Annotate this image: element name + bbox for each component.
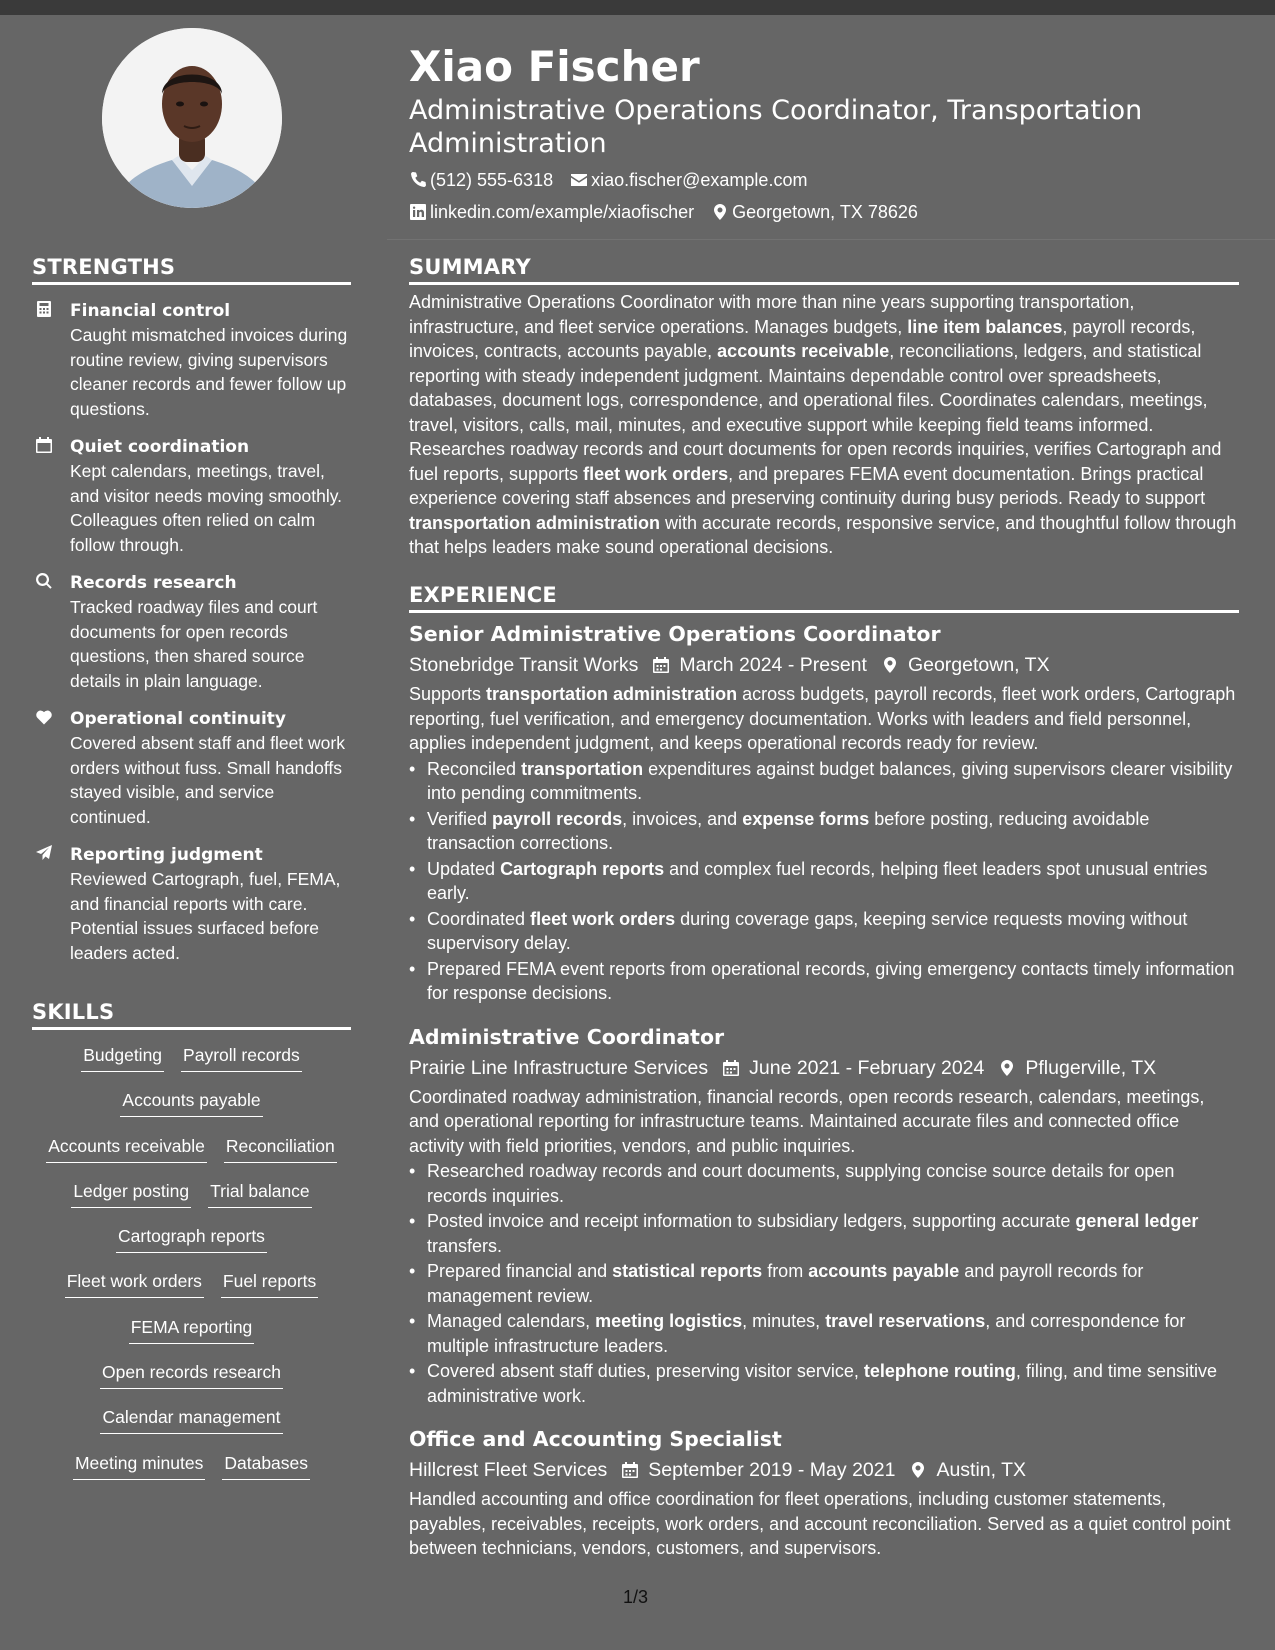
summary-section <box>409 255 1239 560</box>
page-indicator: 1/3 <box>623 1587 649 1607</box>
strength-item <box>32 843 351 965</box>
job-bullets <box>409 757 1239 1006</box>
candidate-title: Administrative Operations Coordinator, Transportation Administration <box>409 95 1143 159</box>
skill-tag: Accounts receivable <box>46 1134 207 1163</box>
phone-number: (512) 555-6318 <box>430 170 554 190</box>
strength-item <box>32 571 351 693</box>
skill-row <box>32 1269 351 1314</box>
viewer-top-bar <box>0 0 1275 15</box>
job-meta <box>409 651 1239 679</box>
job-meta <box>409 1456 1239 1484</box>
job-entry <box>409 620 1239 1006</box>
skill-tag: Meeting minutes <box>73 1451 205 1480</box>
strengths-heading: STRENGTHS <box>32 255 351 285</box>
job-company: Stonebridge Transit Works <box>409 654 639 676</box>
job-company: Hillcrest Fleet Services <box>409 1459 608 1481</box>
contact-email[interactable] <box>570 169 807 191</box>
job-bullets <box>409 1159 1239 1408</box>
job-bullet: • Covered absent staff duties, preserving visitor service, telephone routing, filing, and time sensitive administrative work. <box>409 1359 1239 1408</box>
job-description: Supports transportation administration across budgets, payroll records, fleet work orders, Cartograph reporting, fuel verification, and emergency documentation. Works with leaders and field personnel, applies independent judgment, and keeps operational records ready for review. <box>409 684 1236 753</box>
contact-linkedin[interactable] <box>409 201 694 223</box>
strength-description: Reviewed Cartograph, fuel, FEMA, and financial reports with care. Potential issues surfaced before leaders acted. <box>70 869 341 963</box>
linkedin-link[interactable]: linkedin.com/example/xiaofischer <box>430 202 695 222</box>
strength-title: Financial control <box>70 301 231 321</box>
paper-plane-icon <box>32 843 70 965</box>
skill-row <box>32 1134 351 1179</box>
job-title: Administrative Coordinator <box>409 1024 725 1049</box>
skill-row <box>32 1405 351 1450</box>
envelope-icon <box>570 171 588 189</box>
job-title: Office and Accounting Specialist <box>409 1427 782 1451</box>
skill-row <box>32 1088 351 1133</box>
skill-row <box>32 1043 351 1088</box>
job-bullet: • Reconciled transportation expenditures against budget balances, giving supervisors clearer visibility into pending commitments. <box>409 757 1239 806</box>
phone-icon <box>409 171 427 189</box>
skill-tag: Reconciliation <box>224 1134 337 1163</box>
summary-text: Administrative Operations Coordinator with more than nine years supporting transportation, infrastructure, and fleet service operations. Manages budgets, line item balances, payroll records, invoices, contracts, accounts payable, accounts receivable, reconciliations, ledgers, and statistical reporting with steady independent judgment. Maintains dependable control over spreadsheets, databases, document logs, correspondence, and operational files. Coordinates calendars, meetings, travel, visitors, calls, mail, minutes, and executive support while keeping field teams informed. Researches roadway records and court documents for open records inquiries, verifies Cartograph and fuel reports, supports fleet work orders, and prepares FEMA event documentation. Brings practical experience covering staff absences and preserving continuity during busy periods. Ready to support transportation administration with accurate records, responsive service, and thoughtful follow through that helps leaders make sound operational decisions. <box>409 292 1237 557</box>
job-bullet: • Researched roadway records and court documents, supplying concise source details for open records inquiries. <box>409 1159 1239 1208</box>
job-location: Georgetown, TX <box>907 654 1050 676</box>
location-text: Georgetown, TX 78626 <box>732 202 918 222</box>
job-location: Pflugerville, TX <box>1025 1056 1157 1079</box>
strength-description: Covered absent staff and fleet work orders without fuss. Small handoffs stayed visible, and service continued. <box>70 733 345 827</box>
contact-phone <box>409 169 553 191</box>
linkedin-icon <box>409 203 427 221</box>
strength-title: Quiet coordination <box>70 437 250 457</box>
experience-heading: EXPERIENCE <box>409 583 1239 613</box>
job-description: Coordinated roadway administration, financial records, open records research, calendars, meetings, and operational reporting for infrastructure teams. Maintained accurate files and connected office activity with field priorities, vendors, and public inquiries. <box>409 1086 1205 1156</box>
skills-heading: SKILLS <box>32 1000 351 1030</box>
skills-section <box>32 1000 351 1496</box>
strength-item <box>32 707 351 829</box>
skill-row <box>32 1360 351 1405</box>
job-company: Prairie Line Infrastructure Services <box>409 1056 709 1079</box>
job-bullet: • Managed calendars, meeting logistics, minutes, travel reservations, and correspondence for multiple infrastructure leaders. <box>409 1309 1239 1358</box>
skill-tag: Ledger posting <box>71 1179 191 1208</box>
summary-heading: SUMMARY <box>409 255 1239 285</box>
contact-row <box>409 169 824 191</box>
calendar-icon <box>652 656 670 674</box>
job-meta <box>409 1054 1239 1082</box>
skill-row <box>32 1451 351 1496</box>
map-pin-icon <box>711 203 729 221</box>
skill-tag: FEMA reporting <box>129 1315 255 1344</box>
job-dates: June 2021 - February 2024 <box>749 1056 985 1079</box>
resume-page <box>0 15 1275 1650</box>
skill-tag: Fleet work orders <box>65 1269 204 1298</box>
strength-description: Tracked roadway files and court documents for open records questions, then shared source details in plain language. <box>70 597 318 691</box>
skill-tag: Fuel reports <box>221 1269 318 1298</box>
job-entry <box>409 1023 1239 1409</box>
candidate-name: Xiao Fischer <box>409 42 700 91</box>
strength-description: Caught mismatched invoices during routine review, giving supervisors cleaner records and fewer follow up questions. <box>70 325 348 419</box>
map-pin-icon <box>909 1461 927 1479</box>
contact-row <box>409 201 935 223</box>
calculator-icon <box>32 299 70 421</box>
email-link[interactable]: xiao.fischer@example.com <box>591 170 808 190</box>
job-bullet: • Updated Cartograph reports and complex fuel records, helping fleet leaders spot unusual entries early. <box>409 857 1239 906</box>
skill-tag: Payroll records <box>181 1043 302 1072</box>
skill-row <box>32 1315 351 1360</box>
job-bullet: • Posted invoice and receipt information to subsidiary ledgers, supporting accurate general ledger transfers. <box>409 1209 1239 1258</box>
strength-title: Operational continuity <box>70 709 287 729</box>
job-title: Senior Administrative Operations Coordinator <box>409 622 941 646</box>
strength-title: Records research <box>70 573 237 593</box>
job-entry <box>409 1425 1239 1561</box>
experience-section <box>409 583 1239 1561</box>
strength-title: Reporting judgment <box>70 845 263 865</box>
strength-description: Kept calendars, meetings, travel, and visitor needs moving smoothly. Colleagues often relied on calm follow through. <box>70 461 343 555</box>
job-bullet: • Verified payroll records, invoices, and expense forms before posting, reducing avoidable transaction corrections. <box>409 807 1239 856</box>
job-dates: September 2019 - May 2021 <box>648 1459 896 1481</box>
header-divider <box>387 239 1275 240</box>
skill-tag: Cartograph reports <box>116 1224 267 1253</box>
strengths-section <box>32 255 351 965</box>
skill-tag: Trial balance <box>208 1179 312 1208</box>
skill-tag: Budgeting <box>81 1043 164 1072</box>
heart-icon <box>32 707 70 829</box>
job-bullet: • Prepared FEMA event reports from operational records, giving emergency contacts timely information for response decisions. <box>409 957 1239 1006</box>
skill-tag: Open records research <box>100 1360 283 1389</box>
skill-tag: Calendar management <box>100 1405 282 1434</box>
job-location: Austin, TX <box>936 1459 1027 1481</box>
strength-item <box>32 299 351 421</box>
skill-row <box>32 1179 351 1224</box>
map-pin-icon <box>881 656 899 674</box>
calendar-icon <box>621 1461 639 1479</box>
calendar-icon <box>32 435 70 557</box>
job-description: Handled accounting and office coordination for fleet operations, including customer statements, payables, receivables, receipts, work orders, and account reconciliation. Served as a quiet control point between technicians, vendors, customers, and supervisors. <box>409 1489 1231 1558</box>
strength-item <box>32 435 351 557</box>
skill-tag: Databases <box>222 1451 310 1480</box>
profile-photo <box>102 28 282 208</box>
map-pin-icon <box>998 1059 1016 1077</box>
job-bullet: • Coordinated fleet work orders during coverage gaps, keeping service requests moving without supervisory delay. <box>409 907 1239 956</box>
job-bullet: • Prepared financial and statistical reports from accounts payable and payroll records for management review. <box>409 1259 1239 1308</box>
job-dates: March 2024 - Present <box>679 654 867 676</box>
calendar-icon <box>722 1059 740 1077</box>
contact-location <box>711 201 918 223</box>
skill-row <box>32 1224 351 1269</box>
search-icon <box>32 571 70 693</box>
skill-tag: Accounts payable <box>120 1088 262 1117</box>
